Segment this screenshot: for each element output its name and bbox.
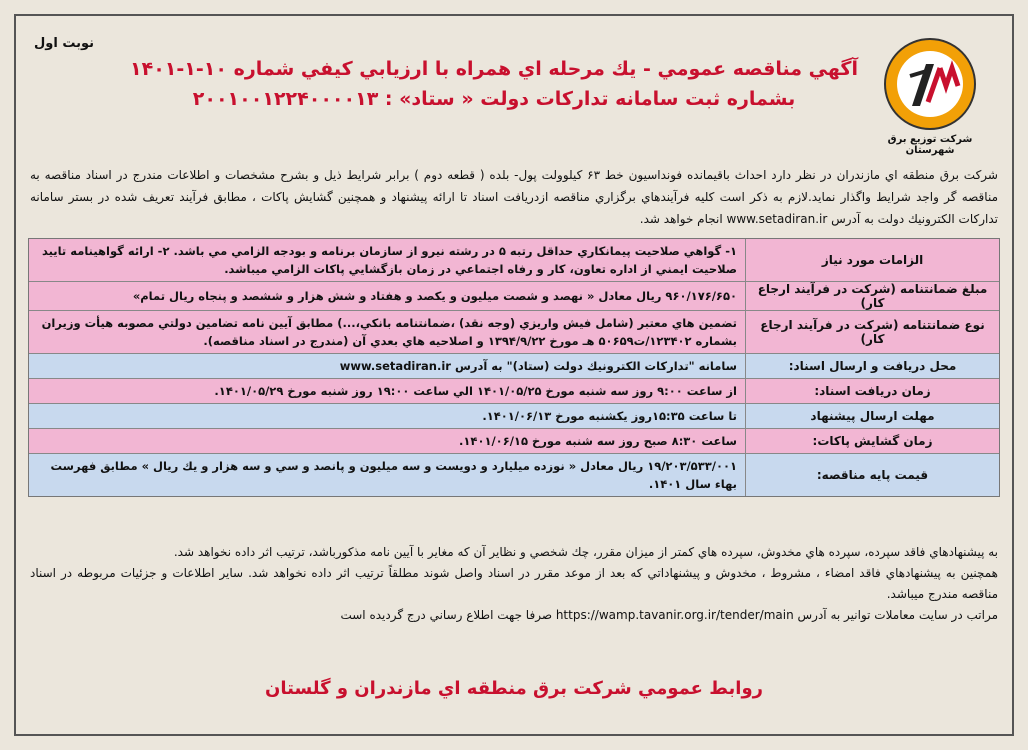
power-company-logo-icon	[882, 36, 978, 132]
tender-details-table	[28, 238, 1000, 497]
note-line: به پيشنهادهاي فاقد سپرده، سپرده هاي مخدوش، سپرده هاي كمتر از ميزان مقرر، چك شخصي و نظاير آن كه مغاير با آيين نامه مذكورباشد، ترتيب اثر داده نخواهد شد.	[173, 545, 998, 559]
tender-ad	[14, 14, 1014, 736]
note-line: همچنين به پيشنهادهاي فاقد امضاء ، مشروط ، مخدوش و پيشنهاداتي كه بعد از موعد مقرر در اسناد واصل شوند مطلقاً ترتيب اثر داده نخواهد شد. ساير اطلاعات و جزئيات مربوطه در اسناد مناقصه مندرج ميباشد.	[30, 566, 998, 601]
note-line: مراتب در سايت معاملات توانير به آدرس https://wamp.tavanir.org.ir/tender/main صرفا جهت اطلاع رساني درج گرديده است	[340, 608, 998, 622]
logo-caption: شرکت توزیع برق شهرستان	[887, 134, 973, 156]
row-label: قيمت پايه مناقصه:	[745, 454, 999, 496]
table-row	[29, 282, 999, 311]
row-label: مهلت ارسال پيشنهاد	[745, 404, 999, 428]
table-row	[29, 404, 999, 429]
row-label: زمان دريافت اسناد:	[745, 379, 999, 403]
publication-round: نوبت اول	[34, 36, 95, 51]
table-row	[29, 379, 999, 404]
row-label: محل دريافت و ارسال اسناد:	[745, 354, 999, 378]
table-row	[29, 454, 999, 496]
ad-title	[126, 54, 862, 114]
intro-paragraph: شركت برق منطقه اي مازندران در نظر دارد احداث باقيمانده فونداسيون خط ۶۳ كيلوولت پول- بلده ( قطعه دوم ) برابر شرايط ذيل و بشرح مشخصات و اطلاعات مندرج در اسناد مناقصه به مناقصه گر واجد شرايط واگذار نمايد.لازم به ذكر است كليه فرآيندهاي برگزاري مناقصه ازدريافت اسناد تا ارائه پيشنهاد و همچنين گشايش پاكات ، مطابق فرآيند تعريف شده در بستر سامانه تداركات الكترونيك دولت به آدرس www.setadiran.ir انجام خواهد شد.	[30, 168, 998, 226]
notes	[30, 542, 998, 626]
title-line-1: آگهي مناقصه عمومي - يك مرحله اي همراه با ارزيابي كيفي شماره ۱۰-۱-۱۴۰۱	[130, 58, 858, 80]
row-label: نوع ضمانتنامه (شركت در فرآيند ارجاع كار)	[745, 311, 999, 353]
table-row	[29, 429, 999, 454]
table-row	[29, 311, 999, 354]
company-logo	[870, 36, 990, 156]
row-value: تضمين هاي معتبر (شامل فيش واريزي (وجه نقد) ،ضمانتنامه بانكي،...) مطابق آيين نامه تضامين دولتي مصوبه هيأت وزيران بشماره ۱۲۳۴۰۲/ت۵۰۶۵۹ هـ مورخ ۱۳۹۴/۹/۲۲ و اصلاحيه هاي بعدي آن (مندرج در اسناد مناقصه).	[41, 316, 737, 348]
footer-signature: روابط عمومي شركت برق منطقه اي مازندران و گلستان	[264, 678, 764, 699]
row-label: مبلغ ضمانتنامه (شركت در فرآيند ارجاع كار)	[745, 282, 999, 310]
row-value: ساعت ۸:۳۰ صبح روز سه شنبه مورخ ۱۴۰۱/۰۶/۱۵.	[459, 434, 737, 448]
table-row	[29, 354, 999, 379]
row-value: ۱- گواهي صلاحيت پيمانكاري حداقل رتبه ۵ در رشته نيرو از سازمان برنامه و بودجه الزامي مي باشد. ۲- ارائه گواهينامه تاييد صلاحيت ايمني از اداره تعاون، كار و رفاه اجتماعي در زمان بازگشايي پاكات الزامي ميباشد.	[41, 244, 737, 276]
row-value: تا ساعت ۱۵:۳۵روز يكشنبه مورخ ۱۴۰۱/۰۶/۱۳.	[482, 409, 737, 423]
title-line-2: بشماره ثبت سامانه تداركات دولت « ستاد» : ۲۰۰۱۰۰۱۲۲۴۰۰۰۰۱۳	[192, 88, 796, 110]
row-value: سامانه "تداركات الكترونيك دولت (ستاد)" به آدرس www.setadiran.ir	[339, 359, 737, 373]
row-label: زمان گشايش پاكات:	[745, 429, 999, 453]
row-value: از ساعت ۹:۰۰ روز سه شنبه مورخ ۱۴۰۱/۰۵/۲۵ الي ساعت ۱۹:۰۰ روز شنبه مورخ ۱۴۰۱/۰۵/۲۹.	[214, 384, 737, 398]
row-value: ۹۶۰/۱۷۶/۶۵۰ ريال معادل « نهصد و شصت ميليون و يكصد و هفتاد و شش هزار و ششصد و پنجاه ريال تمام»	[132, 289, 737, 303]
row-label: الزامات مورد نياز	[745, 239, 999, 281]
row-value: ۱۹/۲۰۳/۵۳۳/۰۰۱ ريال معادل « نوزده ميليارد و دويست و سه ميليون و پانصد و سي و سه هزار و يك ريال » مطابق فهرست بهاء سال ۱۴۰۱.	[50, 459, 737, 491]
table-row	[29, 239, 999, 282]
